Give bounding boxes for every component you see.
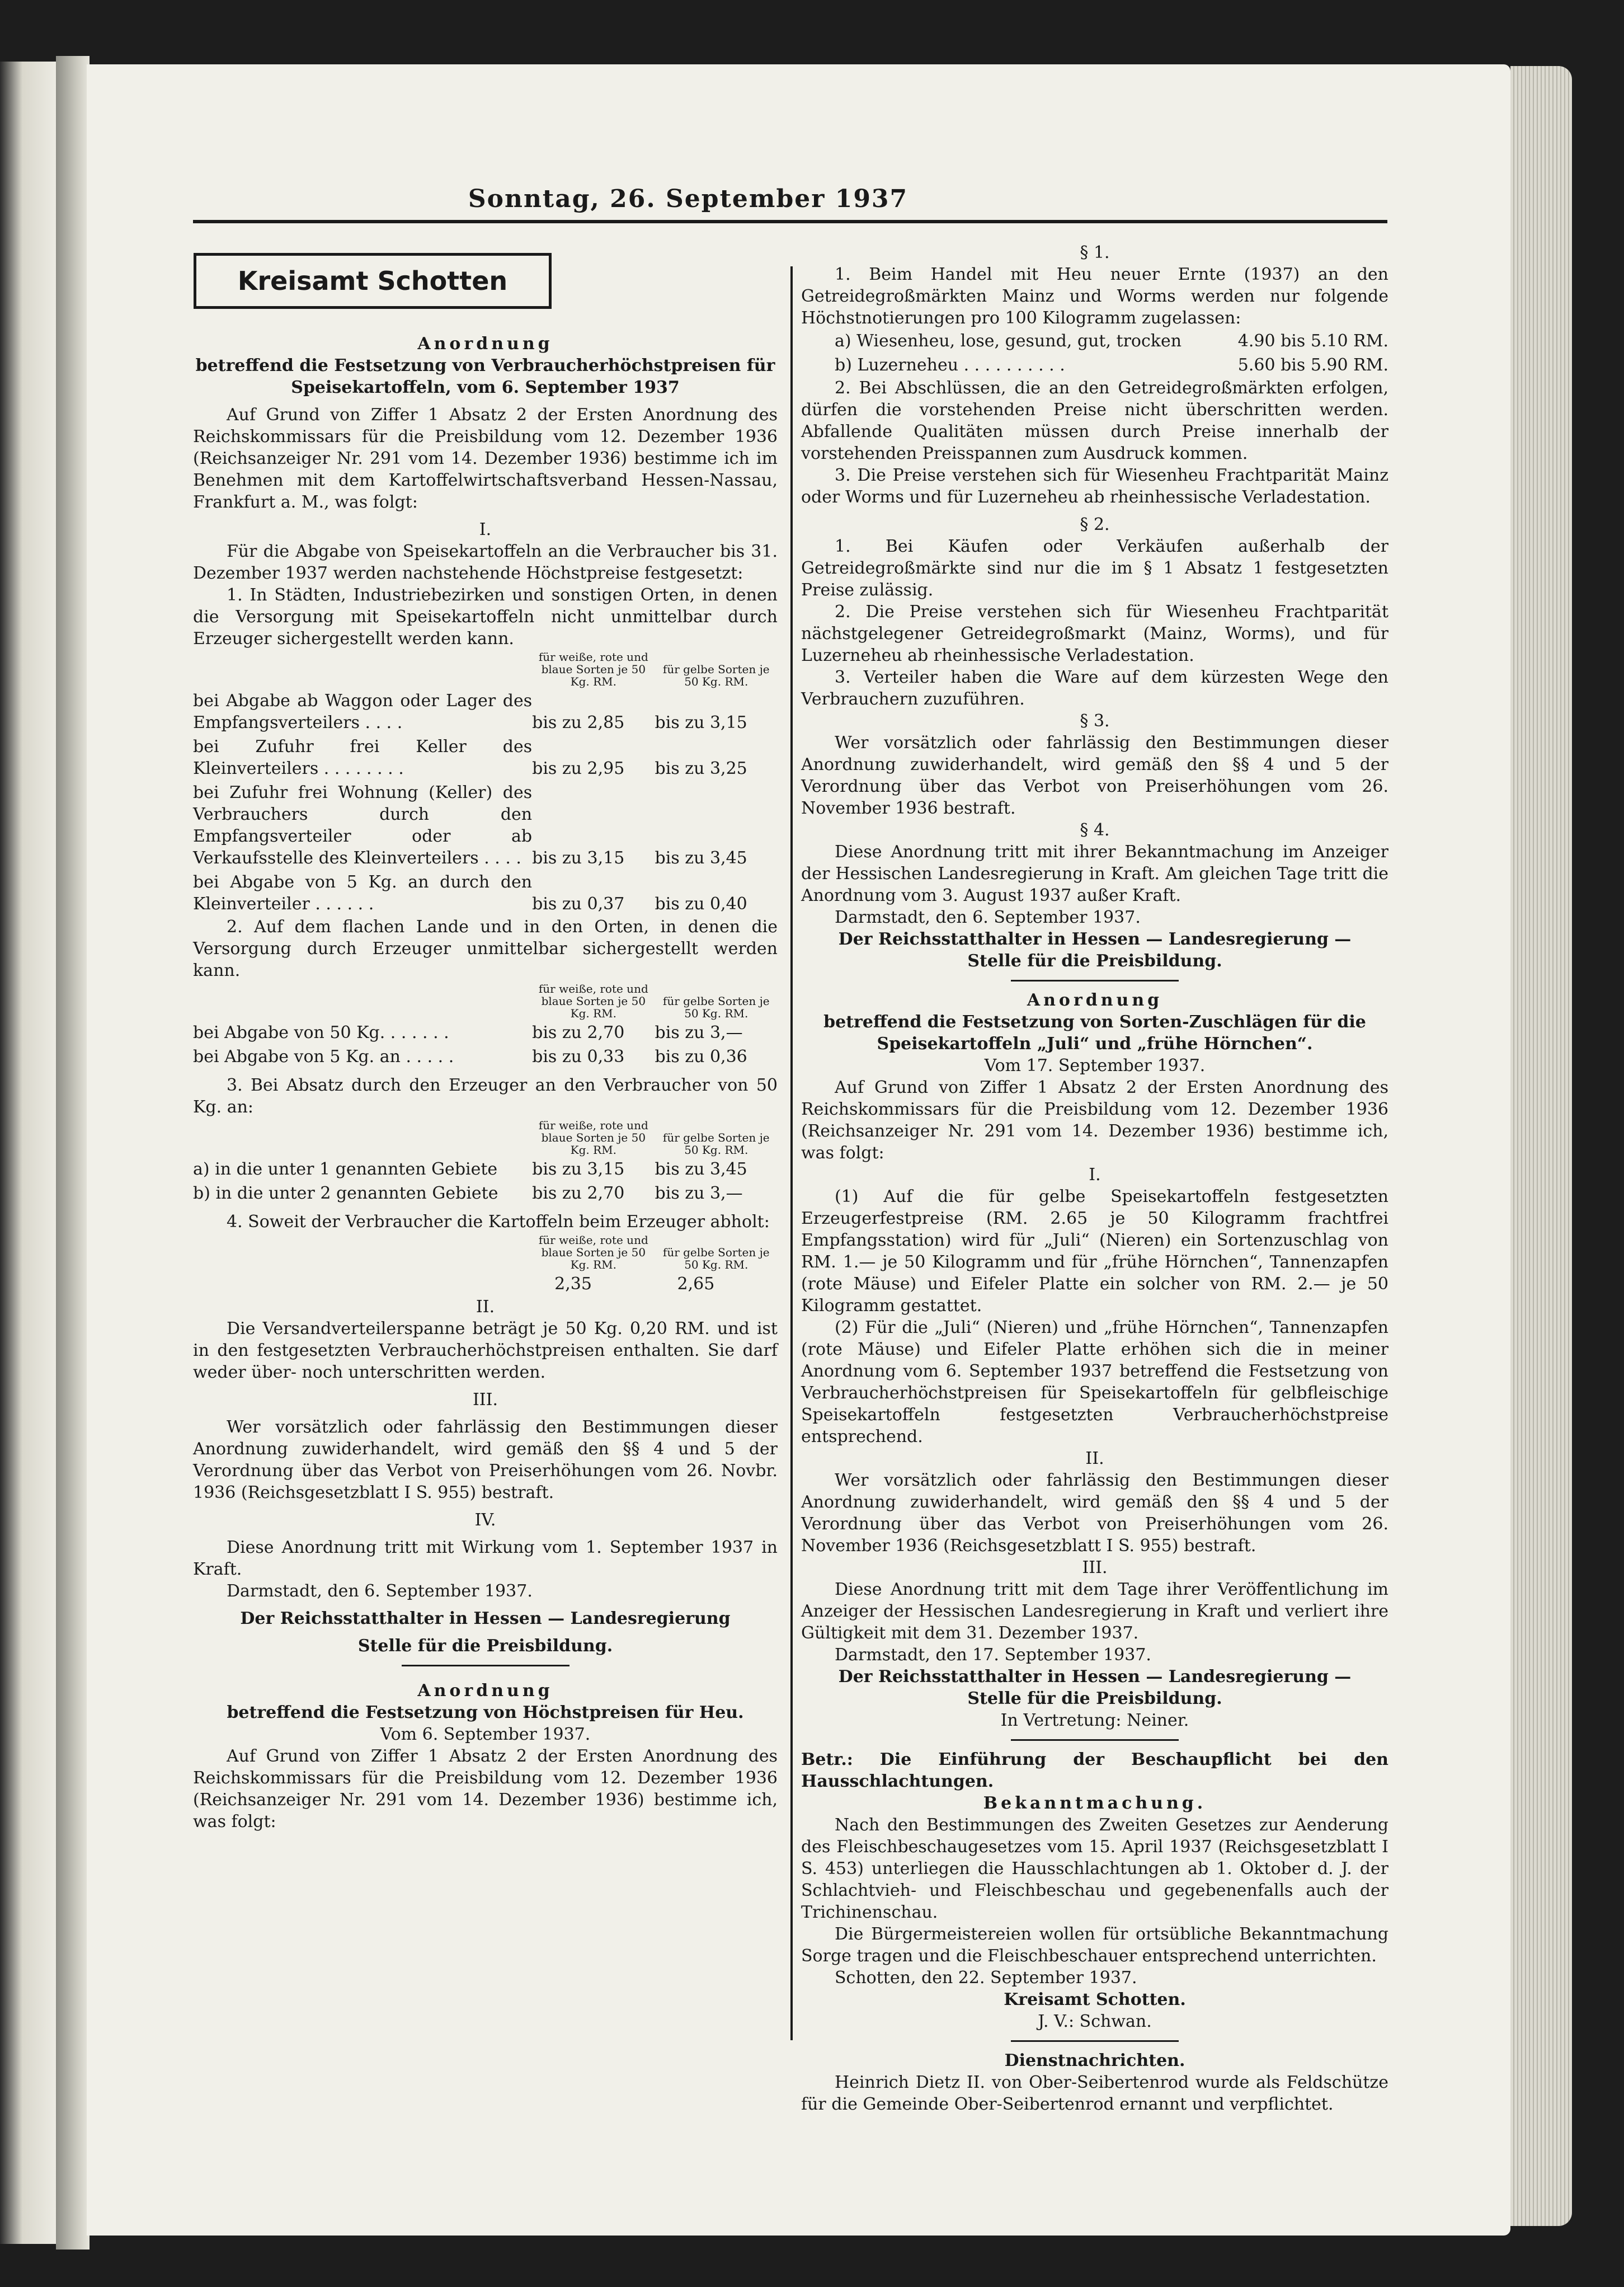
signature: Stelle für die Preisbildung. <box>967 951 1222 971</box>
section-heading: III. <box>1082 1558 1108 1577</box>
section-heading: I. <box>479 520 492 539</box>
paragraph: (1) Auf die für gelbe Speisekartoffeln festgesetzten Erzeugerfestpreise (RM. 2.65 je 50 Kilogramm frachtfrei Empfangsstation) wird für „Juli“ (Nieren) ein Sortenzuschlag von RM. 1.— je 50 Kilogramm und für „frühe Hörnchen“, Tannenzapfen (rote Mäuse) und Eifeler Platte ein solcher von RM. 2.— je 50 Kilogramm gestattet. <box>801 1187 1388 1316</box>
section-heading: I. <box>1089 1165 1101 1185</box>
place-date: Schotten, den 22. September 1937. <box>835 1968 1137 1988</box>
price-table-1 <box>193 650 778 916</box>
price-white: bis zu 2,70 <box>532 1023 625 1042</box>
price-white: bis zu 2,70 <box>532 1184 625 1203</box>
paragraph: Die Bürgermeistereien wollen für ortsübliche Bekanntmachung Sorge tragen und die Fleischbeschauer entsprechend unterrichten. <box>801 1924 1388 1966</box>
table-row <box>801 329 1388 353</box>
signature: Der Reichsstatthalter in Hessen — Landesregierung — <box>838 929 1352 949</box>
order-date: Vom 6. September 1937. <box>380 1725 591 1744</box>
signature: Kreisamt Schotten. <box>1004 1990 1186 2009</box>
left-column <box>193 333 778 1833</box>
paragraph: 3. Bei Absatz durch den Erzeuger an den Verbraucher von 50 Kg. an: <box>193 1076 778 1117</box>
price-table-4 <box>193 1233 778 1296</box>
table-row <box>193 781 778 870</box>
separator-rule <box>1011 2040 1179 2042</box>
separator-rule <box>1011 1739 1179 1741</box>
paragraph: 2. Auf dem flachen Lande und in den Orten, in denen die Versorgung durch Erzeuger unmittelbar sichergestellt werden kann. <box>193 917 778 980</box>
paragraph: 2. Die Preise verstehen sich für Wiesenheu Frachtparität nächstgelegener Getreidegroßmarkt (Mainz, Worms), und für Luzerneheu ab rheinhessische Verladestation. <box>801 602 1388 665</box>
price-white: bis zu 0,37 <box>532 894 625 914</box>
column-header: für gelbe Sorten je 50 Kg. RM. <box>662 1131 770 1157</box>
price-table-2 <box>193 982 778 1069</box>
row-label: bei Abgabe von 5 Kg. an durch den Kleinverteiler . . . . . . <box>193 872 533 914</box>
paragraph: Diese Anordnung tritt mit ihrer Bekanntmachung im Anzeiger der Hessischen Landesregierung in Kraft. Am gleichen Tage tritt die Anordnung vom 3. August 1937 außer Kraft. <box>801 842 1388 905</box>
signature: Stelle für die Preisbildung. <box>967 1689 1222 1708</box>
table-row <box>193 689 778 735</box>
right-column <box>801 242 1388 2115</box>
price-white: bis zu 2,95 <box>532 759 625 778</box>
page-stack-edge <box>1510 66 1572 2226</box>
column-header: für weiße, rote und blaue Sorten je 50 Kg. RM. <box>538 982 648 1020</box>
order-date: Vom 17. September 1937. <box>984 1056 1206 1076</box>
paragraph: Wer vorsätzlich oder fahrlässig den Bestimmungen dieser Anordnung zuwiderhandelt, wird gemäß den §§ 4 und 5 der Verordnung über das Verbot von Preiserhöhungen vom 26. November 1936 bestraft. <box>801 733 1388 818</box>
order-subtitle: betreffend die Festsetzung von Höchstpreisen für Heu. <box>227 1703 744 1722</box>
row-label: b) Luzerneheu . . . . . . . . . . <box>835 355 1065 375</box>
price-white: bis zu 3,15 <box>532 1159 625 1179</box>
price-white: 2,35 <box>554 1274 592 1294</box>
signature: J. V.: Schwan. <box>1038 2012 1152 2031</box>
paragraph: 4. Soweit der Verbraucher die Kartoffeln beim Erzeuger abholt: <box>227 1212 770 1232</box>
price-white: bis zu 0,33 <box>532 1047 625 1067</box>
book-binding <box>56 56 90 2250</box>
section-heading: § 4. <box>1080 820 1110 840</box>
price-yellow: bis zu 3,— <box>655 1023 743 1042</box>
paragraph: Nach den Bestimmungen des Zweiten Gesetzes zur Aenderung des Fleischbeschaugesetzes vom 15. April 1937 (Reichsgesetzblatt I S. 453) unterliegen die Hausschlachtungen ab 1. Oktober d. J. der Schlachtvieh- und Fleischbeschau und gegebenenfalls auch der Trichinenschau. <box>801 1815 1388 1922</box>
section-heading: III. <box>472 1390 498 1410</box>
separator-rule <box>1011 980 1179 982</box>
price-range: 5.60 bis 5.90 RM. <box>1237 355 1388 375</box>
table-row <box>193 735 778 781</box>
price-white: bis zu 2,85 <box>532 713 625 732</box>
column-header: für weiße, rote und blaue Sorten je 50 Kg. RM. <box>538 1233 648 1271</box>
paragraph: Diese Anordnung tritt mit Wirkung vom 1. September 1937 in Kraft. <box>193 1538 778 1579</box>
price-yellow: bis zu 3,25 <box>655 759 747 778</box>
notice-title: Bekanntmachung. <box>983 1793 1207 1813</box>
row-label: bei Zufuhr frei Wohnung (Keller) des Verbrauchers durch den Empfangsverteiler oder ab Verkaufsstelle des Kleinverteilers . . . . <box>193 783 533 868</box>
signature: Stelle für die Preisbildung. <box>357 1636 613 1656</box>
header-rule <box>193 220 1387 223</box>
row-label: bei Zufuhr frei Keller des Kleinverteilers . . . . . . . . <box>193 737 533 778</box>
price-white: bis zu 3,15 <box>532 848 625 868</box>
table-row <box>193 1181 778 1205</box>
row-label: bei Abgabe von 50 Kg. . . . . . . <box>193 1023 449 1042</box>
section-title: Dienstnachrichten. <box>1004 2051 1185 2070</box>
column-divider <box>790 266 793 2040</box>
order-subtitle: betreffend die Festsetzung von Sorten-Zuschlägen für die Speisekartoffeln „Juli“ und „frühe Hörnchen“. <box>823 1012 1366 1054</box>
paragraph: Wer vorsätzlich oder fahrlässig den Bestimmungen dieser Anordnung zuwiderhandelt, wird gemäß den §§ 4 und 5 der Verordnung über das Verbot von Preiserhöhungen vom 26. Novbr. 1936 (Reichsgesetzblatt I S. 955) bestraft. <box>193 1417 778 1502</box>
order-subtitle: betreffend die Festsetzung von Verbraucherhöchstpreisen für Speisekartoffeln, vom 6. September 1937 <box>195 356 775 397</box>
column-header: für gelbe Sorten je 50 Kg. RM. <box>662 994 770 1020</box>
order-intro: Auf Grund von Ziffer 1 Absatz 2 der Ersten Anordnung des Reichskommissars für die Preisbildung vom 12. Dezember 1936 (Reichsanzeiger Nr. 291 vom 14. Dezember 1936) bestimme ich, was folgt: <box>193 1746 778 1832</box>
section-heading: IV. <box>474 1510 496 1530</box>
price-yellow: bis zu 0,40 <box>655 894 747 914</box>
row-label: b) in die unter 2 genannten Gebiete <box>193 1184 498 1203</box>
signature: In Vertretung: Neiner. <box>1000 1711 1189 1730</box>
order-title: Anordnung <box>1027 990 1163 1010</box>
hay-price-table <box>801 329 1388 377</box>
column-header: für weiße, rote und blaue Sorten je 50 Kg. RM. <box>538 650 648 688</box>
paragraph: 1. Bei Käufen oder Verkäufen außerhalb der Getreidegroßmärkte sind nur die im § 1 Absatz 1 festgesetzten Preise zulässig. <box>801 537 1388 600</box>
paragraph: Wer vorsätzlich oder fahrlässig den Bestimmungen dieser Anordnung zuwiderhandelt, wird gemäß den §§ 4 und 5 der Verordnung über das Verbot von Preiserhöhungen vom 26. November 1936 (Reichsgesetzblatt I S. 955) bestraft. <box>801 1471 1388 1556</box>
row-label: a) Wiesenheu, lose, gesund, gut, trocken <box>835 331 1182 351</box>
left-page-edge <box>0 62 56 2244</box>
place-date: Darmstadt, den 17. September 1937. <box>835 1645 1151 1665</box>
paragraph: 1. In Städten, Industriebezirken und sonstigen Orten, in denen die Versorgung mit Speisekartoffeln nicht unmittelbar durch Erzeuger sichergestellt werden kann. <box>193 585 778 649</box>
page-header-date: Sonntag, 26. September 1937 <box>468 185 909 213</box>
section-heading: § 1. <box>1080 243 1110 262</box>
paragraph: 2. Bei Abschlüssen, die an den Getreidegroßmärkten erfolgen, dürfen die vorstehenden Preise nicht überschritten werden. Abfallende Qualitäten müssen durch Preise innerhalb der vorstehenden Preisspannen zum Ausdruck kommen. <box>801 378 1388 463</box>
table-row <box>193 1021 778 1045</box>
price-yellow: bis zu 3,— <box>655 1184 743 1203</box>
table-row <box>801 353 1388 377</box>
paragraph: 1. Beim Handel mit Heu neuer Ernte (1937) an den Getreidegroßmärkten Mainz und Worms werden nur folgende Höchstnotierungen pro 100 Kilogramm zugelassen: <box>801 265 1388 328</box>
price-yellow: bis zu 0,36 <box>655 1047 747 1067</box>
price-yellow: bis zu 3,15 <box>655 713 747 732</box>
order-intro: Auf Grund von Ziffer 1 Absatz 2 der Ersten Anordnung des Reichskommissars für die Preisbildung vom 12. Dezember 1936 (Reichsanzeiger Nr. 291 vom 14. Dezember 1936) bestimme ich im Benehmen mit dem Kartoffelwirtschaftsverband Hessen-Nassau, Frankfurt a. M., was folgt: <box>193 405 778 512</box>
row-label: bei Abgabe ab Waggon oder Lager des Empfangsverteilers . . . . <box>193 691 533 732</box>
section-heading: § 2. <box>1080 515 1110 534</box>
section-heading: II. <box>476 1297 495 1317</box>
table-row <box>193 1157 778 1181</box>
paragraph: 3. Die Preise verstehen sich für Wiesenheu Frachtparität Mainz oder Worms und für Luzerneheu ab rheinhessische Verladestation. <box>801 466 1388 507</box>
paragraph: 3. Verteiler haben die Ware auf dem kürzesten Wege den Verbrauchern zuzuführen. <box>801 668 1388 709</box>
table-row <box>193 870 778 916</box>
separator-rule <box>402 1665 569 1666</box>
column-header: für weiße, rote und blaue Sorten je 50 Kg. RM. <box>538 1119 648 1157</box>
paragraph: (2) Für die „Juli“ (Nieren) und „frühe Hörnchen“, Tannenzapfen (rote Mäuse) und Eifeler Platte erhöhen sich die in meiner Anordnung vom 6. September 1937 betreffend die Festsetzung von Verbraucherhöchstpreisen für Speisekartoffeln für gelbfleischige Speisekartoffeln festgesetzten Verbraucherhöchstpreise entsprechend. <box>801 1318 1388 1447</box>
place-date: Darmstadt, den 6. September 1937. <box>227 1581 533 1601</box>
section-heading: § 3. <box>1080 711 1110 731</box>
row-label: bei Abgabe von 5 Kg. an . . . . . <box>193 1047 454 1067</box>
subject-line: Betr.: Die Einführung der Beschaupflicht bei den Hausschlachtungen. <box>801 1750 1388 1791</box>
section-heading: II. <box>1085 1449 1104 1468</box>
paragraph: Für die Abgabe von Speisekartoffeln an die Verbraucher bis 31. Dezember 1937 werden nachstehende Höchstpreise festgesetzt: <box>193 542 778 583</box>
order-title: Anordnung <box>417 334 553 354</box>
order-intro: Auf Grund von Ziffer 1 Absatz 2 der Ersten Anordnung des Reichskommissars für die Preisbildung vom 12. Dezember 1936 (Reichsanzeiger Nr. 291 vom 14. Dezember 1936) bestimme ich, was folgt: <box>801 1078 1388 1163</box>
paragraph: Diese Anordnung tritt mit dem Tage ihrer Veröffentlichung im Anzeiger der Hessischen Landesregierung in Kraft und verliert ihre Gültigkeit mit dem 31. Dezember 1937. <box>801 1580 1388 1643</box>
price-yellow: bis zu 3,45 <box>655 1159 747 1179</box>
table-row <box>193 1272 778 1296</box>
order-title: Anordnung <box>417 1681 553 1701</box>
paragraph: Heinrich Dietz II. von Ober-Seibertenrod wurde als Feldschütze für die Gemeinde Ober-Seibertenrod ernannt und verpflichtet. <box>801 2073 1388 2114</box>
signature: Der Reichsstatthalter in Hessen — Landesregierung — <box>838 1667 1352 1687</box>
place-date: Darmstadt, den 6. September 1937. <box>835 908 1141 927</box>
signature: Der Reichsstatthalter in Hessen — Landesregierung <box>240 1609 731 1628</box>
office-title-box: Kreisamt Schotten <box>194 253 552 309</box>
price-table-3 <box>193 1118 778 1205</box>
price-yellow: 2,65 <box>677 1274 715 1294</box>
paragraph: Die Versandverteilerspanne beträgt je 50 Kg. 0,20 RM. und ist in den festgesetzten Verbraucherhöchstpreisen enthalten. Sie darf weder über- noch unterschritten werden. <box>193 1319 778 1382</box>
column-header: für gelbe Sorten je 50 Kg. RM. <box>662 1246 770 1271</box>
price-range: 4.90 bis 5.10 RM. <box>1237 331 1388 351</box>
column-header: für gelbe Sorten je 50 Kg. RM. <box>662 663 770 688</box>
row-label: a) in die unter 1 genannten Gebiete <box>193 1159 498 1179</box>
price-yellow: bis zu 3,45 <box>655 848 747 868</box>
table-row <box>193 1045 778 1069</box>
